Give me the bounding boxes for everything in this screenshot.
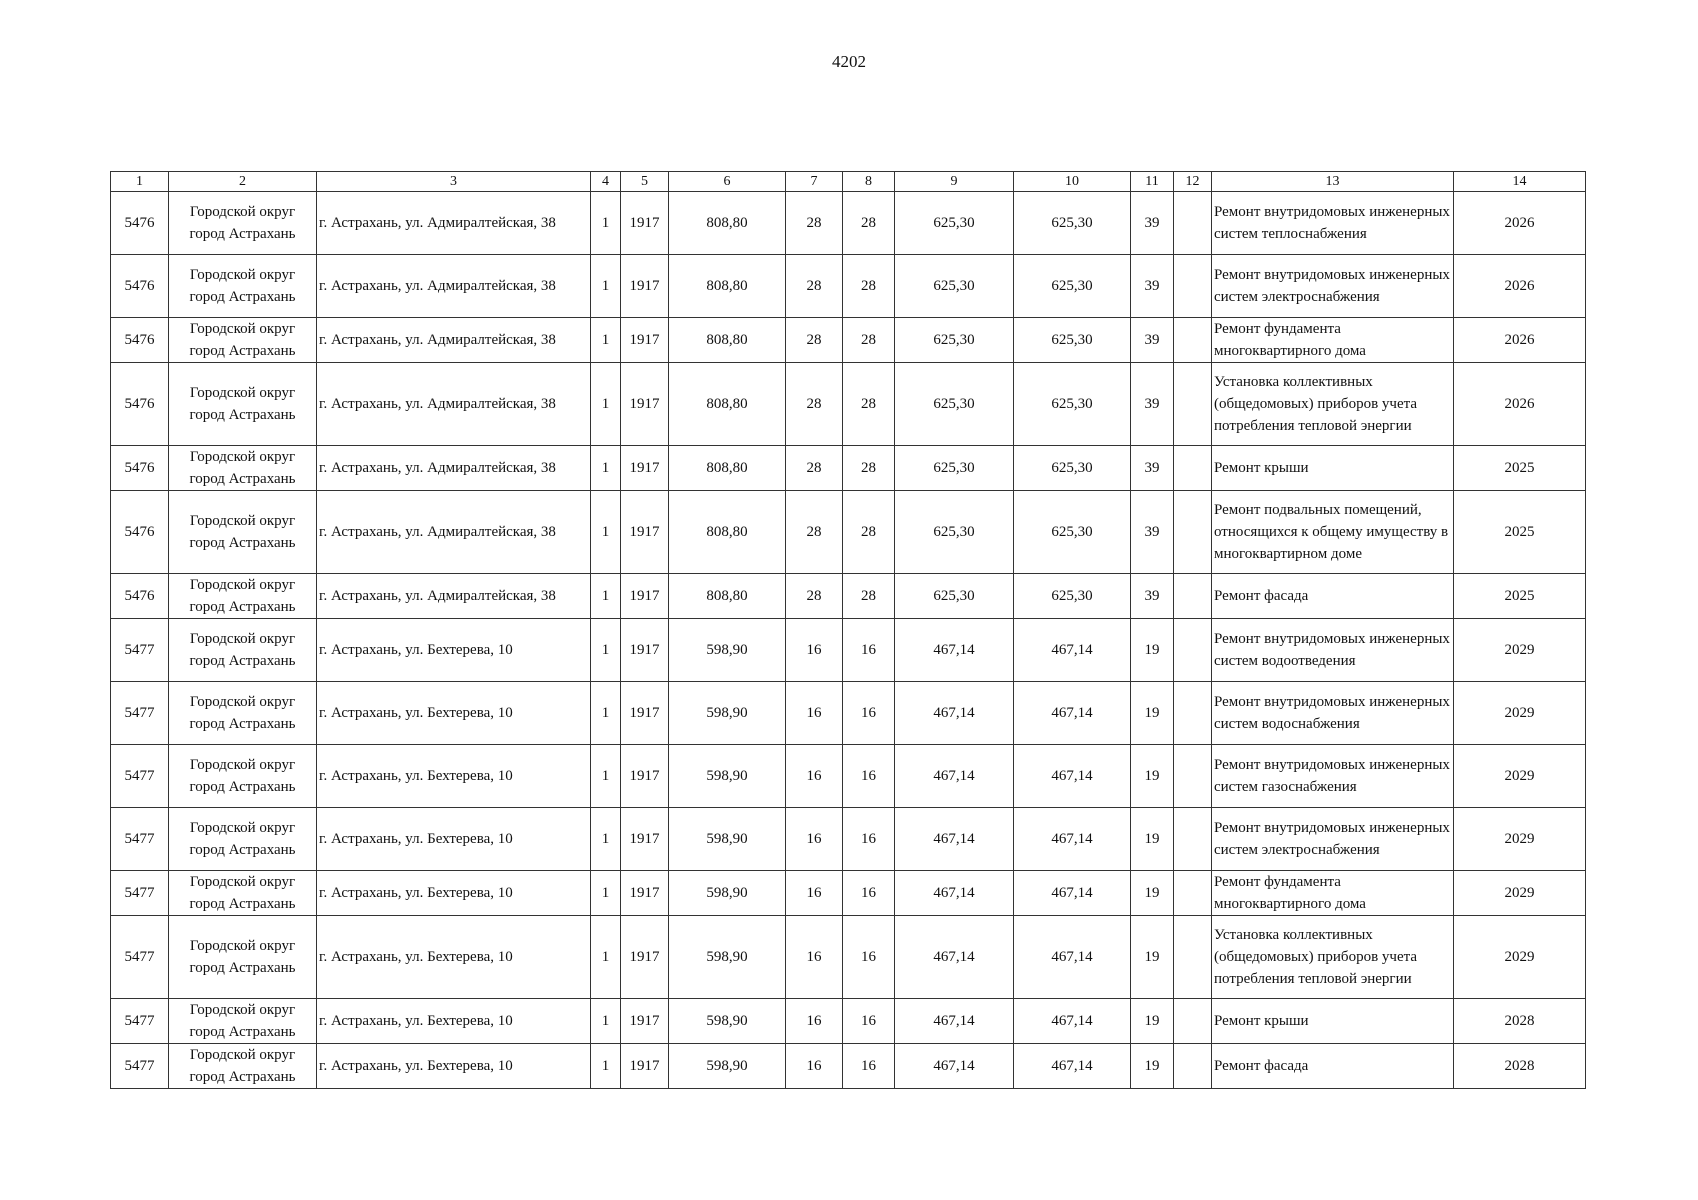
cell-col-12 [1174,491,1212,574]
cell-work-type: Ремонт фундамента многоквартирного дома [1212,318,1454,363]
cell-work-type: Ремонт внутридомовых инженерных систем водоснабжения [1212,682,1454,745]
column-number-row [111,172,1586,192]
cell-work-type: Ремонт фасада [1212,574,1454,619]
table-row [111,192,1586,255]
cell-year: 1917 [621,916,669,999]
cell-col-12 [1174,871,1212,916]
cell-address: г. Астрахань, ул. Бехтерева, 10 [317,745,591,808]
cell-col-11: 19 [1131,745,1174,808]
column-header-2: 2 [169,172,317,192]
table-body [111,192,1586,1089]
cell-work-type: Ремонт внутридомовых инженерных систем электроснабжения [1212,808,1454,871]
table-row [111,446,1586,491]
cell-col-7: 28 [786,491,843,574]
cell-col-10: 625,30 [1014,574,1131,619]
cell-col-11: 19 [1131,808,1174,871]
cell-col-11: 39 [1131,192,1174,255]
cell-year: 1917 [621,446,669,491]
cell-col-8: 28 [843,491,895,574]
cell-planned-year: 2025 [1454,491,1586,574]
cell-planned-year: 2029 [1454,871,1586,916]
cell-col-12 [1174,318,1212,363]
column-header-5: 5 [621,172,669,192]
cell-municipality: Городской округ город Астрахань [169,363,317,446]
page-number: 4202 [832,52,866,71]
cell-col-4: 1 [591,745,621,808]
cell-address: г. Астрахань, ул. Адмиралтейская, 38 [317,363,591,446]
cell-col-7: 28 [786,255,843,318]
cell-col-7: 16 [786,745,843,808]
cell-col-11: 39 [1131,255,1174,318]
cell-col-8: 16 [843,682,895,745]
cell-row-number: 5476 [111,574,169,619]
table-row [111,255,1586,318]
cell-col-7: 28 [786,574,843,619]
cell-col-12 [1174,682,1212,745]
cell-col-8: 28 [843,192,895,255]
cell-col-9: 625,30 [895,574,1014,619]
cell-row-number: 5477 [111,916,169,999]
cell-work-type: Ремонт внутридомовых инженерных систем электроснабжения [1212,255,1454,318]
cell-col-10: 625,30 [1014,446,1131,491]
cell-row-number: 5477 [111,808,169,871]
cell-col-4: 1 [591,916,621,999]
cell-work-type: Установка коллективных (общедомовых) приборов учета потребления тепловой энергии [1212,916,1454,999]
cell-address: г. Астрахань, ул. Бехтерева, 10 [317,871,591,916]
cell-planned-year: 2026 [1454,192,1586,255]
cell-col-7: 16 [786,682,843,745]
cell-planned-year: 2028 [1454,999,1586,1044]
repair-schedule-table [110,171,1586,1089]
cell-year: 1917 [621,745,669,808]
cell-col-4: 1 [591,363,621,446]
cell-col-12 [1174,1044,1212,1089]
cell-municipality: Городской округ город Астрахань [169,574,317,619]
cell-col-6: 598,90 [669,808,786,871]
cell-municipality: Городской округ город Астрахань [169,808,317,871]
cell-municipality: Городской округ город Астрахань [169,446,317,491]
cell-planned-year: 2029 [1454,682,1586,745]
cell-address: г. Астрахань, ул. Адмиралтейская, 38 [317,446,591,491]
cell-col-4: 1 [591,808,621,871]
cell-col-11: 19 [1131,619,1174,682]
cell-col-10: 625,30 [1014,192,1131,255]
cell-col-9: 467,14 [895,808,1014,871]
cell-col-8: 28 [843,574,895,619]
cell-col-4: 1 [591,318,621,363]
cell-planned-year: 2025 [1454,446,1586,491]
cell-row-number: 5477 [111,999,169,1044]
cell-col-7: 16 [786,916,843,999]
cell-address: г. Астрахань, ул. Адмиралтейская, 38 [317,192,591,255]
cell-row-number: 5476 [111,363,169,446]
column-header-1: 1 [111,172,169,192]
cell-col-10: 625,30 [1014,363,1131,446]
cell-col-6: 808,80 [669,318,786,363]
cell-col-11: 19 [1131,916,1174,999]
cell-col-4: 1 [591,1044,621,1089]
table-row [111,574,1586,619]
cell-col-11: 39 [1131,446,1174,491]
cell-col-9: 467,14 [895,1044,1014,1089]
cell-planned-year: 2026 [1454,363,1586,446]
column-header-10: 10 [1014,172,1131,192]
cell-work-type: Ремонт крыши [1212,999,1454,1044]
cell-year: 1917 [621,192,669,255]
table-row [111,682,1586,745]
cell-year: 1917 [621,363,669,446]
table-row [111,808,1586,871]
cell-col-8: 16 [843,745,895,808]
cell-col-10: 625,30 [1014,491,1131,574]
table-row [111,999,1586,1044]
cell-col-7: 28 [786,318,843,363]
column-header-9: 9 [895,172,1014,192]
cell-col-4: 1 [591,192,621,255]
cell-address: г. Астрахань, ул. Бехтерева, 10 [317,619,591,682]
cell-col-10: 467,14 [1014,999,1131,1044]
cell-year: 1917 [621,255,669,318]
cell-municipality: Городской округ город Астрахань [169,916,317,999]
cell-municipality: Городской округ город Астрахань [169,318,317,363]
cell-col-9: 467,14 [895,745,1014,808]
cell-col-4: 1 [591,871,621,916]
cell-planned-year: 2025 [1454,574,1586,619]
column-header-8: 8 [843,172,895,192]
cell-year: 1917 [621,808,669,871]
cell-col-7: 28 [786,363,843,446]
cell-col-9: 625,30 [895,491,1014,574]
cell-municipality: Городской округ город Астрахань [169,192,317,255]
cell-col-9: 467,14 [895,619,1014,682]
cell-year: 1917 [621,318,669,363]
cell-col-11: 39 [1131,491,1174,574]
cell-address: г. Астрахань, ул. Бехтерева, 10 [317,808,591,871]
cell-col-8: 16 [843,871,895,916]
cell-col-9: 625,30 [895,446,1014,491]
cell-col-8: 16 [843,999,895,1044]
cell-row-number: 5477 [111,1044,169,1089]
cell-col-6: 598,90 [669,871,786,916]
cell-col-11: 39 [1131,363,1174,446]
cell-planned-year: 2029 [1454,808,1586,871]
table-row [111,491,1586,574]
column-header-14: 14 [1454,172,1586,192]
cell-municipality: Городской округ город Астрахань [169,871,317,916]
cell-col-8: 28 [843,446,895,491]
cell-col-12 [1174,916,1212,999]
cell-col-4: 1 [591,682,621,745]
cell-row-number: 5476 [111,318,169,363]
cell-address: г. Астрахань, ул. Адмиралтейская, 38 [317,318,591,363]
cell-col-9: 467,14 [895,916,1014,999]
cell-municipality: Городской округ город Астрахань [169,491,317,574]
table-row [111,1044,1586,1089]
table-row [111,745,1586,808]
cell-row-number: 5477 [111,871,169,916]
cell-row-number: 5476 [111,491,169,574]
cell-col-6: 598,90 [669,745,786,808]
cell-row-number: 5476 [111,192,169,255]
cell-row-number: 5476 [111,255,169,318]
cell-work-type: Ремонт крыши [1212,446,1454,491]
table-row [111,363,1586,446]
cell-col-8: 28 [843,255,895,318]
cell-col-6: 808,80 [669,574,786,619]
cell-year: 1917 [621,619,669,682]
cell-row-number: 5476 [111,446,169,491]
cell-col-9: 467,14 [895,682,1014,745]
cell-col-7: 28 [786,192,843,255]
cell-municipality: Городской округ город Астрахань [169,745,317,808]
cell-col-8: 16 [843,916,895,999]
cell-work-type: Ремонт внутридомовых инженерных систем газоснабжения [1212,745,1454,808]
cell-work-type: Ремонт подвальных помещений, относящихся к общему имуществу в многоквартирном доме [1212,491,1454,574]
cell-row-number: 5477 [111,619,169,682]
cell-col-7: 28 [786,446,843,491]
cell-col-7: 16 [786,808,843,871]
cell-col-6: 808,80 [669,446,786,491]
cell-col-10: 625,30 [1014,318,1131,363]
cell-work-type: Ремонт фасада [1212,1044,1454,1089]
cell-col-9: 625,30 [895,318,1014,363]
cell-col-6: 808,80 [669,192,786,255]
cell-col-10: 625,30 [1014,255,1131,318]
cell-municipality: Городской округ город Астрахань [169,255,317,318]
column-header-7: 7 [786,172,843,192]
cell-work-type: Ремонт внутридомовых инженерных систем водоотведения [1212,619,1454,682]
column-header-13: 13 [1212,172,1454,192]
cell-col-6: 598,90 [669,999,786,1044]
cell-col-7: 16 [786,1044,843,1089]
cell-col-4: 1 [591,255,621,318]
cell-year: 1917 [621,682,669,745]
cell-col-12 [1174,574,1212,619]
cell-municipality: Городской округ город Астрахань [169,619,317,682]
column-header-11: 11 [1131,172,1174,192]
cell-col-7: 16 [786,619,843,682]
cell-year: 1917 [621,999,669,1044]
cell-col-6: 598,90 [669,619,786,682]
cell-col-12 [1174,808,1212,871]
cell-col-10: 467,14 [1014,808,1131,871]
cell-address: г. Астрахань, ул. Адмиралтейская, 38 [317,255,591,318]
cell-col-10: 467,14 [1014,745,1131,808]
cell-col-8: 28 [843,363,895,446]
column-header-6: 6 [669,172,786,192]
cell-col-4: 1 [591,491,621,574]
cell-planned-year: 2026 [1454,318,1586,363]
cell-planned-year: 2026 [1454,255,1586,318]
table-row [111,916,1586,999]
cell-col-12 [1174,255,1212,318]
cell-col-11: 39 [1131,318,1174,363]
cell-col-12 [1174,363,1212,446]
cell-work-type: Установка коллективных (общедомовых) приборов учета потребления тепловой энергии [1212,363,1454,446]
cell-year: 1917 [621,871,669,916]
cell-col-9: 625,30 [895,255,1014,318]
cell-col-7: 16 [786,999,843,1044]
cell-col-10: 467,14 [1014,619,1131,682]
cell-col-6: 598,90 [669,1044,786,1089]
column-header-4: 4 [591,172,621,192]
cell-address: г. Астрахань, ул. Бехтерева, 10 [317,916,591,999]
cell-col-11: 39 [1131,574,1174,619]
cell-col-12 [1174,619,1212,682]
cell-col-6: 598,90 [669,916,786,999]
cell-address: г. Астрахань, ул. Бехтерева, 10 [317,999,591,1044]
cell-planned-year: 2029 [1454,745,1586,808]
table-row [111,619,1586,682]
cell-col-9: 625,30 [895,192,1014,255]
cell-col-12 [1174,999,1212,1044]
cell-col-6: 808,80 [669,363,786,446]
cell-row-number: 5477 [111,745,169,808]
table-row [111,318,1586,363]
cell-planned-year: 2028 [1454,1044,1586,1089]
cell-year: 1917 [621,1044,669,1089]
cell-col-8: 16 [843,619,895,682]
cell-col-12 [1174,745,1212,808]
cell-col-6: 808,80 [669,255,786,318]
cell-municipality: Городской округ город Астрахань [169,999,317,1044]
table-row [111,871,1586,916]
cell-col-8: 28 [843,318,895,363]
cell-year: 1917 [621,491,669,574]
cell-address: г. Астрахань, ул. Бехтерева, 10 [317,1044,591,1089]
cell-work-type: Ремонт фундамента многоквартирного дома [1212,871,1454,916]
cell-col-4: 1 [591,999,621,1044]
cell-col-10: 467,14 [1014,871,1131,916]
cell-col-11: 19 [1131,682,1174,745]
cell-col-10: 467,14 [1014,682,1131,745]
cell-col-11: 19 [1131,1044,1174,1089]
cell-address: г. Астрахань, ул. Адмиралтейская, 38 [317,574,591,619]
cell-col-12 [1174,446,1212,491]
cell-col-6: 598,90 [669,682,786,745]
cell-address: г. Астрахань, ул. Адмиралтейская, 38 [317,491,591,574]
cell-year: 1917 [621,574,669,619]
cell-col-7: 16 [786,871,843,916]
cell-col-12 [1174,192,1212,255]
cell-col-9: 467,14 [895,871,1014,916]
cell-col-6: 808,80 [669,491,786,574]
cell-municipality: Городской округ город Астрахань [169,682,317,745]
cell-col-11: 19 [1131,999,1174,1044]
cell-col-9: 625,30 [895,363,1014,446]
cell-municipality: Городской округ город Астрахань [169,1044,317,1089]
cell-col-8: 16 [843,1044,895,1089]
cell-col-4: 1 [591,619,621,682]
cell-address: г. Астрахань, ул. Бехтерева, 10 [317,682,591,745]
cell-col-4: 1 [591,446,621,491]
cell-col-8: 16 [843,808,895,871]
column-header-3: 3 [317,172,591,192]
cell-col-10: 467,14 [1014,1044,1131,1089]
cell-row-number: 5477 [111,682,169,745]
cell-col-4: 1 [591,574,621,619]
cell-col-11: 19 [1131,871,1174,916]
cell-planned-year: 2029 [1454,619,1586,682]
column-header-12: 12 [1174,172,1212,192]
cell-planned-year: 2029 [1454,916,1586,999]
cell-col-9: 467,14 [895,999,1014,1044]
cell-work-type: Ремонт внутридомовых инженерных систем теплоснабжения [1212,192,1454,255]
cell-col-10: 467,14 [1014,916,1131,999]
